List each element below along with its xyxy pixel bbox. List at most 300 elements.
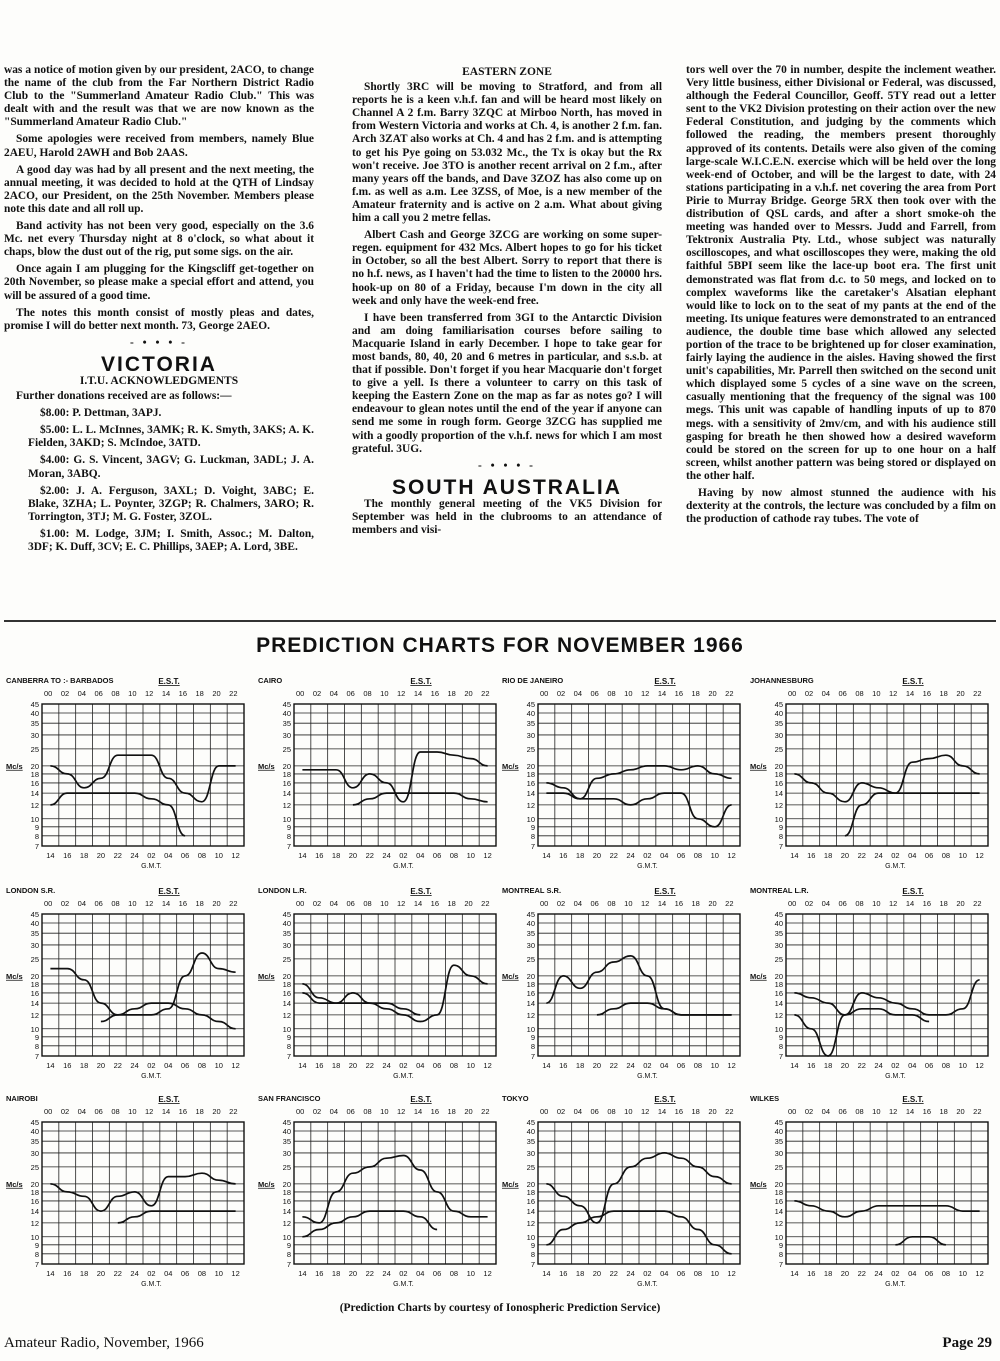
paragraph: Band activity has not been very good, especially on the 3.6 Mc. net every Thursday night at 8 o'clock, so what about it chaps, blow the dust out of the rig, put some sigs. on the air. xyxy=(4,220,314,259)
est-tick-label: 10 xyxy=(380,689,389,698)
chart-svg xyxy=(256,674,500,882)
y-tick-label: 20 xyxy=(30,1179,39,1189)
chart-svg xyxy=(500,674,744,882)
y-tick-label: 30 xyxy=(282,730,291,740)
luf-curve xyxy=(101,1003,236,1029)
gmt-tick-label: 22 xyxy=(609,851,618,860)
est-tick-label: 08 xyxy=(607,899,616,908)
gmt-tick-label: 04 xyxy=(660,851,669,860)
est-label: E.S.T. xyxy=(902,887,924,896)
est-tick-label: 18 xyxy=(447,689,456,698)
est-tick-label: 18 xyxy=(195,899,204,908)
chart-title: TOKYO xyxy=(502,1094,529,1103)
est-tick-label: 02 xyxy=(312,689,322,698)
prediction-chart xyxy=(256,884,500,1092)
gmt-tick-label: 20 xyxy=(348,851,358,860)
y-tick-label: 12 xyxy=(774,1010,783,1020)
charts-title: PREDICTION CHARTS FOR NOVEMBER 1966 xyxy=(256,634,744,657)
gmt-tick-label: 14 xyxy=(298,851,307,860)
gmt-tick-label: 10 xyxy=(214,851,223,860)
est-tick-label: 06 xyxy=(838,899,847,908)
gmt-tick-label: 06 xyxy=(432,1061,442,1070)
est-label: E.S.T. xyxy=(410,677,432,686)
y-tick-label: 20 xyxy=(774,971,783,981)
y-tick-label: 12 xyxy=(526,1010,535,1020)
y-tick-label: 45 xyxy=(774,1118,783,1127)
est-tick-label: 00 xyxy=(44,1107,53,1116)
y-tick-label: 40 xyxy=(282,1126,291,1136)
y-tick-label: 40 xyxy=(774,918,783,928)
gmt-tick-label: 04 xyxy=(416,1269,425,1278)
y-tick-label: 30 xyxy=(282,1148,291,1158)
gmt-tick-label: 10 xyxy=(466,1061,475,1070)
y-tick-label: 16 xyxy=(282,1196,291,1206)
est-label: E.S.T. xyxy=(158,1095,180,1104)
gmt-tick-label: 06 xyxy=(180,1061,190,1070)
est-tick-label: 18 xyxy=(195,689,204,698)
gmt-tick-label: 18 xyxy=(79,1269,89,1278)
est-tick-label: 20 xyxy=(708,689,717,698)
paragraph: Once again I am plugging for the Kingscliff get-together on 20th November, so please make a special effort and attend, you will be assured of a good time. xyxy=(4,263,314,302)
est-tick-label: 00 xyxy=(296,1107,305,1116)
y-unit-label: Mc/s xyxy=(6,971,23,981)
luf-curve xyxy=(597,1003,732,1015)
y-tick-label: 30 xyxy=(282,940,291,950)
est-tick-label: 16 xyxy=(178,1107,188,1116)
y-tick-label: 10 xyxy=(30,1024,39,1034)
y-tick-label: 40 xyxy=(526,1126,535,1136)
y-tick-label: 9 xyxy=(778,822,783,832)
y-tick-label: 7 xyxy=(778,1052,783,1061)
gmt-tick-label: 24 xyxy=(626,1269,635,1278)
est-tick-label: 10 xyxy=(624,899,633,908)
y-tick-label: 9 xyxy=(778,1032,783,1042)
chart-svg xyxy=(256,1092,500,1300)
gmt-tick-label: 08 xyxy=(449,1269,459,1278)
luf-curve xyxy=(845,793,980,836)
est-tick-label: 02 xyxy=(60,689,70,698)
est-tick-label: 12 xyxy=(889,689,898,698)
y-tick-label: 45 xyxy=(282,1118,291,1127)
gmt-tick-label: 08 xyxy=(941,851,951,860)
y-tick-label: 45 xyxy=(30,910,39,919)
est-tick-label: 22 xyxy=(973,689,982,698)
est-tick-label: 22 xyxy=(481,689,490,698)
est-tick-label: 22 xyxy=(481,1107,490,1116)
est-tick-label: 02 xyxy=(556,899,566,908)
y-unit-label: Mc/s xyxy=(750,971,767,981)
gmt-tick-label: 24 xyxy=(874,1269,883,1278)
y-tick-label: 18 xyxy=(526,769,535,779)
gmt-tick-label: 08 xyxy=(449,851,459,860)
gmt-tick-label: 04 xyxy=(908,851,917,860)
gmt-tick-label: 08 xyxy=(693,1269,703,1278)
y-tick-label: 9 xyxy=(34,822,39,832)
est-tick-label: 02 xyxy=(556,1107,566,1116)
y-tick-label: 25 xyxy=(30,744,39,754)
gmt-tick-label: 14 xyxy=(790,1269,799,1278)
gmt-tick-label: 06 xyxy=(676,851,686,860)
gmt-tick-label: 20 xyxy=(592,851,602,860)
est-tick-label: 12 xyxy=(397,1107,406,1116)
est-tick-label: 00 xyxy=(540,899,549,908)
est-tick-label: 20 xyxy=(956,899,965,908)
y-tick-label: 8 xyxy=(530,1249,535,1259)
gmt-tick-label: 06 xyxy=(432,1269,442,1278)
y-tick-label: 35 xyxy=(30,719,39,729)
gmt-label: G.M.T. xyxy=(885,1073,906,1080)
est-tick-label: 00 xyxy=(44,899,53,908)
y-tick-label: 9 xyxy=(34,1240,39,1250)
y-tick-label: 30 xyxy=(774,1148,783,1158)
est-label: E.S.T. xyxy=(410,887,432,896)
gmt-tick-label: 10 xyxy=(466,1269,475,1278)
gmt-label: G.M.T. xyxy=(885,863,906,870)
gmt-tick-label: 02 xyxy=(643,1061,652,1070)
gmt-tick-label: 20 xyxy=(348,1269,358,1278)
est-tick-label: 02 xyxy=(312,899,322,908)
est-tick-label: 16 xyxy=(922,689,932,698)
y-tick-label: 9 xyxy=(530,822,535,832)
y-tick-label: 20 xyxy=(774,761,783,771)
gmt-tick-label: 22 xyxy=(365,1061,374,1070)
y-tick-label: 35 xyxy=(526,929,535,939)
y-tick-label: 8 xyxy=(34,1249,39,1259)
gmt-tick-label: 22 xyxy=(609,1269,618,1278)
y-tick-label: 7 xyxy=(778,1260,783,1269)
gmt-tick-label: 02 xyxy=(643,851,652,860)
gmt-tick-label: 24 xyxy=(626,851,635,860)
est-tick-label: 20 xyxy=(956,689,965,698)
est-tick-label: 18 xyxy=(939,689,948,698)
est-tick-label: 08 xyxy=(607,689,616,698)
est-tick-label: 08 xyxy=(607,1107,616,1116)
gmt-tick-label: 14 xyxy=(542,1061,551,1070)
y-tick-label: 14 xyxy=(282,789,291,799)
est-tick-label: 12 xyxy=(641,689,650,698)
gmt-tick-label: 10 xyxy=(958,1061,967,1070)
gmt-tick-label: 12 xyxy=(483,851,492,860)
donation-line: $1.00: M. Lodge, 3JM; I. Smith, Assoc.; M. Dalton, 3DF; K. Duff, 3CV; E. C. Phillips, 3AEP; A. Lord, 3BE. xyxy=(28,527,314,553)
gmt-tick-label: 18 xyxy=(331,851,341,860)
y-tick-label: 16 xyxy=(774,1196,783,1206)
gmt-label: G.M.T. xyxy=(637,863,658,870)
y-unit-label: Mc/s xyxy=(6,761,23,771)
est-tick-label: 00 xyxy=(788,689,797,698)
est-tick-label: 14 xyxy=(905,689,915,698)
gmt-tick-label: 02 xyxy=(891,1269,900,1278)
gmt-tick-label: 20 xyxy=(840,1061,850,1070)
paragraph: I have been transferred from 3GI to the Antarctic Division and am doing familiarisation courses before sailing to Macquarie Island in early December. I hope to take gear for most bands, 80, 40, 20 and 6 metres in particular, and s.s.b. at that if possible. Don't forget if you hear Macquarie don't forget to give a yell. Is there a volunteer to carry on this task of keeping the Eastern Zone on the map as far as notes go? I will endeavour to glean notes until the end of the year if anyone can send me some in rough form. George 3ZCG has supplied me with a goodly proportion of the v.h.f. news for which I am most grateful. 3UG. xyxy=(352,311,662,455)
gmt-tick-label: 10 xyxy=(710,1269,719,1278)
gmt-tick-label: 02 xyxy=(399,1061,408,1070)
separator: - • • • - xyxy=(478,459,536,472)
y-unit-label: Mc/s xyxy=(6,1179,23,1189)
est-tick-label: 14 xyxy=(161,689,171,698)
y-tick-label: 9 xyxy=(286,822,291,832)
est-label: E.S.T. xyxy=(654,677,676,686)
est-tick-label: 14 xyxy=(657,899,667,908)
gmt-tick-label: 16 xyxy=(63,1269,72,1278)
y-tick-label: 16 xyxy=(526,778,535,788)
est-tick-label: 16 xyxy=(922,899,932,908)
y-tick-label: 20 xyxy=(282,761,291,771)
est-label: E.S.T. xyxy=(902,1095,924,1104)
chart-svg xyxy=(256,884,500,1092)
y-tick-label: 7 xyxy=(286,1260,291,1269)
est-tick-label: 20 xyxy=(464,1107,473,1116)
gmt-tick-label: 10 xyxy=(466,851,475,860)
y-tick-label: 16 xyxy=(30,988,39,998)
y-tick-label: 10 xyxy=(282,1024,291,1034)
y-tick-label: 8 xyxy=(286,831,291,841)
chart-svg xyxy=(500,1092,744,1300)
est-tick-label: 02 xyxy=(312,1107,322,1116)
est-tick-label: 22 xyxy=(725,689,734,698)
est-tick-label: 14 xyxy=(413,899,423,908)
gmt-tick-label: 10 xyxy=(710,851,719,860)
column-2 xyxy=(352,64,662,604)
gmt-tick-label: 16 xyxy=(315,851,324,860)
est-tick-label: 08 xyxy=(855,689,864,698)
gmt-tick-label: 08 xyxy=(693,1061,703,1070)
gmt-tick-label: 18 xyxy=(575,1269,585,1278)
gmt-tick-label: 18 xyxy=(79,851,89,860)
gmt-tick-label: 16 xyxy=(559,1269,568,1278)
y-tick-label: 25 xyxy=(526,954,535,964)
y-tick-label: 45 xyxy=(774,700,783,709)
gmt-tick-label: 08 xyxy=(941,1061,951,1070)
est-tick-label: 20 xyxy=(464,689,473,698)
gmt-tick-label: 20 xyxy=(592,1061,602,1070)
paragraph: Shortly 3RC will be moving to Stratford, and from all reports he is a keen v.h.f. fan and will be heard most likely on Channel A 2 f.m. Barry 3ZQC at Mirboo North, has moved in from Western Victoria and works at Ch. 4, is another 2 f.m. fan. Arch 3ZAT also works at Ch. 4 and has 2 f.m. and is attempting to get his Pye going on 53.032 Mc., the Tx is okay but the Rx won't receive. Joe 3TO is another recent arrival on 2 f.m., after many years off the bands, and Dave 3ZOZ has also come up on f.m. as well as a.m. Lee 3ZSS, of Moe, is a new member of the Amateur fraternity and is active on 2 a.m. What about giving him a call you 2 metre fellas. xyxy=(352,81,662,225)
chart-svg xyxy=(4,1092,248,1300)
y-tick-label: 45 xyxy=(526,1118,535,1127)
est-tick-label: 06 xyxy=(346,689,355,698)
gmt-tick-label: 06 xyxy=(676,1061,686,1070)
y-tick-label: 16 xyxy=(282,778,291,788)
paragraph: tors well over the 70 in number, despite the inclement weather. Very little business, either Divisional or Federal, was discussed, although the Federal Councillor, Geoff. 5TY read out a letter sent to the VK2 Division protesting on their action over the new Federal Constitution, and judging by the comments which followed the reading, the members present thoroughly approved of its contents. Details were also given of the coming large-scale W.I.C.E.N. exercise which will be held over the long week-end of October, and will be the largest to date, with 24 stations participating in a v.h.f. net covering the area from Port Pirie to Murray Bridge. George 5RX then took over with the distribution of QSL cards, and after a short smoke-oh the meeting was handed over to Messrs. Judd and Farrell, from Tektronix Australia Pty. Ltd., whose subject was naturally oscilloscopes, and what oscilloscopes they were, making the old faithful 5BPI seem like the lace-up boot era. The first unit demonstrated was flat from d.c. to 50 megs, and locked on to complex waveforms like the caretaker's Alsatian elephant would like to lock on to the seat of my pants at the end of the meeting. Its unique features were demonstrated to an entranced audience, the double time base which allowed any selected portion of the trace to be brightened up for closer examination, fairly laying the audience in the aisles. Having showed the first unit's capabilities, Mr. Parrell then switched on the second unit which displayed some 5 cycles of a sine wave on the screen, casually mentioning that the frequency of the signal was 100 megs. This unit was capable of handling inputs of up to 870 megs. with a sensitivity of 2mv/cm, and with his audience still gasping for breath he then showed how a desired waveform could be stored on the screen for up to one hour on a half screen, whilst another pattern was being stored or displayed on the other half. xyxy=(686,64,996,482)
gmt-tick-label: 22 xyxy=(857,1269,866,1278)
y-tick-label: 16 xyxy=(30,1196,39,1206)
y-tick-label: 14 xyxy=(526,999,535,1009)
est-tick-label: 00 xyxy=(540,1107,549,1116)
gmt-label: G.M.T. xyxy=(393,1073,414,1080)
chart-title: WILKES xyxy=(750,1094,780,1103)
y-unit-label: Mc/s xyxy=(258,761,275,771)
y-tick-label: 8 xyxy=(34,1041,39,1051)
y-tick-label: 30 xyxy=(30,730,39,740)
y-unit-label: Mc/s xyxy=(502,761,519,771)
y-tick-label: 10 xyxy=(774,1024,783,1034)
y-tick-label: 20 xyxy=(526,1179,535,1189)
gmt-tick-label: 22 xyxy=(113,1061,122,1070)
est-tick-label: 18 xyxy=(939,899,948,908)
est-tick-label: 16 xyxy=(674,689,684,698)
y-tick-label: 25 xyxy=(774,954,783,964)
y-tick-label: 35 xyxy=(282,1137,291,1147)
y-tick-label: 45 xyxy=(282,700,291,709)
gmt-tick-label: 02 xyxy=(891,1061,900,1070)
est-tick-label: 06 xyxy=(590,1107,599,1116)
y-tick-label: 45 xyxy=(30,1118,39,1127)
gmt-tick-label: 16 xyxy=(315,1269,324,1278)
gmt-tick-label: 06 xyxy=(180,1269,190,1278)
gmt-tick-label: 14 xyxy=(46,1269,55,1278)
gmt-tick-label: 12 xyxy=(727,851,736,860)
est-tick-label: 16 xyxy=(674,899,684,908)
y-tick-label: 25 xyxy=(282,954,291,964)
est-tick-label: 20 xyxy=(212,1107,221,1116)
gmt-tick-label: 22 xyxy=(365,1269,374,1278)
y-tick-label: 10 xyxy=(526,1232,535,1242)
y-tick-label: 25 xyxy=(774,1162,783,1172)
est-tick-label: 08 xyxy=(111,899,120,908)
chart-title: CANBERRA TO :- BARBADOS xyxy=(6,676,114,685)
est-tick-label: 04 xyxy=(329,899,339,908)
y-tick-label: 8 xyxy=(530,1041,535,1051)
y-tick-label: 35 xyxy=(282,719,291,729)
prediction-chart xyxy=(256,1092,500,1300)
est-tick-label: 02 xyxy=(804,899,814,908)
y-tick-label: 12 xyxy=(526,1218,535,1228)
est-tick-label: 20 xyxy=(212,689,221,698)
est-tick-label: 20 xyxy=(212,899,221,908)
victoria-heading: VICTORIA xyxy=(101,352,217,376)
est-tick-label: 12 xyxy=(397,899,406,908)
y-tick-label: 7 xyxy=(34,1052,39,1061)
gmt-tick-label: 06 xyxy=(924,851,934,860)
gmt-tick-label: 20 xyxy=(348,1061,358,1070)
est-tick-label: 18 xyxy=(939,1107,948,1116)
est-tick-label: 10 xyxy=(128,1107,137,1116)
gmt-tick-label: 08 xyxy=(693,851,703,860)
y-tick-label: 20 xyxy=(774,1179,783,1189)
y-tick-label: 16 xyxy=(526,988,535,998)
est-tick-label: 10 xyxy=(380,1107,389,1116)
gmt-tick-label: 16 xyxy=(807,1269,816,1278)
gmt-tick-label: 24 xyxy=(874,851,883,860)
gmt-tick-label: 08 xyxy=(449,1061,459,1070)
charts-caption: (Prediction Charts by courtesy of Ionospheric Prediction Service) xyxy=(339,1302,661,1314)
separator: - • • • - xyxy=(130,336,188,349)
y-tick-label: 30 xyxy=(526,1148,535,1158)
column-3 xyxy=(686,64,996,604)
gmt-tick-label: 18 xyxy=(575,1061,585,1070)
donation-line: $5.00: L. L. McInnes, 3AMK; R. K. Smyth, 3AKS; A. K. Fielden, 3AKD; S. McIndoe, 3ATD. xyxy=(28,424,314,450)
y-tick-label: 18 xyxy=(526,979,535,989)
est-tick-label: 02 xyxy=(804,1107,814,1116)
gmt-tick-label: 10 xyxy=(214,1061,223,1070)
y-tick-label: 14 xyxy=(282,1207,291,1217)
gmt-tick-label: 14 xyxy=(542,851,551,860)
gmt-tick-label: 22 xyxy=(365,851,374,860)
y-tick-label: 40 xyxy=(526,708,535,718)
est-tick-label: 12 xyxy=(145,899,154,908)
est-tick-label: 18 xyxy=(691,689,700,698)
est-tick-label: 02 xyxy=(60,1107,70,1116)
y-tick-label: 10 xyxy=(30,1232,39,1242)
gmt-label: G.M.T. xyxy=(393,1281,414,1288)
y-unit-label: Mc/s xyxy=(502,971,519,981)
y-tick-label: 45 xyxy=(774,910,783,919)
gmt-tick-label: 10 xyxy=(710,1061,719,1070)
y-tick-label: 10 xyxy=(526,1024,535,1034)
donation-line: $2.00: J. A. Ferguson, 3AXL; D. Voight, 3ABC; E. Blake, 3ZHA; L. Poynter, 3ZGP; R. Chalmers, 3ARO; R. Torrington, 3TJ; M. G. Foster, 3ZOL. xyxy=(28,484,314,523)
y-tick-label: 12 xyxy=(30,1218,39,1228)
y-tick-label: 30 xyxy=(526,940,535,950)
chart-svg xyxy=(748,1092,992,1300)
est-tick-label: 12 xyxy=(889,1107,898,1116)
y-tick-label: 35 xyxy=(30,929,39,939)
est-tick-label: 08 xyxy=(363,689,372,698)
y-tick-label: 40 xyxy=(526,918,535,928)
y-tick-label: 7 xyxy=(530,1260,535,1269)
y-tick-label: 10 xyxy=(774,814,783,824)
gmt-tick-label: 04 xyxy=(908,1269,917,1278)
gmt-tick-label: 18 xyxy=(823,851,833,860)
prediction-chart xyxy=(4,884,248,1092)
gmt-tick-label: 10 xyxy=(214,1269,223,1278)
est-label: E.S.T. xyxy=(654,887,676,896)
y-tick-label: 25 xyxy=(282,744,291,754)
y-tick-label: 35 xyxy=(526,719,535,729)
gmt-tick-label: 04 xyxy=(660,1061,669,1070)
donation-line: $8.00: P. Dettman, 3APJ. xyxy=(40,407,162,420)
chart-title: RIO DE JANEIRO xyxy=(502,676,564,685)
y-tick-label: 7 xyxy=(286,842,291,851)
eastern-zone-heading: EASTERN ZONE xyxy=(462,66,552,78)
paragraph: was a notice of motion given by our president, 2ACO, to change the name of the club from the Far Northern District Radio Club to the "Summerland Amateur Radio Club." This was dealt with and the result was that we are now known as the "Summerland Amateur Radio Club." xyxy=(4,64,314,129)
gmt-tick-label: 16 xyxy=(559,1061,568,1070)
donation-line: $4.00: G. S. Vincent, 3AGV; G. Luckman, 3ADL; J. A. Moran, 3ABQ. xyxy=(28,454,314,480)
y-tick-label: 9 xyxy=(530,1240,535,1250)
y-tick-label: 20 xyxy=(30,971,39,981)
gmt-tick-label: 02 xyxy=(643,1269,652,1278)
est-tick-label: 08 xyxy=(111,689,120,698)
paragraph: A good day was had by all present and the next meeting, the annual meeting, it was decided to hold at the QTH of Lindsay 2ACO, our President, on the 25th November. Members please note this date and all roll up. xyxy=(4,163,314,215)
gmt-tick-label: 24 xyxy=(382,1061,391,1070)
gmt-tick-label: 12 xyxy=(975,1269,984,1278)
gmt-tick-label: 14 xyxy=(46,851,55,860)
gmt-tick-label: 20 xyxy=(96,851,106,860)
gmt-tick-label: 18 xyxy=(823,1269,833,1278)
gmt-tick-label: 02 xyxy=(147,851,156,860)
y-tick-label: 18 xyxy=(282,979,291,989)
y-tick-label: 12 xyxy=(774,800,783,810)
gmt-tick-label: 06 xyxy=(676,1269,686,1278)
gmt-tick-label: 12 xyxy=(231,1061,240,1070)
est-label: E.S.T. xyxy=(902,677,924,686)
gmt-tick-label: 06 xyxy=(432,851,442,860)
y-tick-label: 14 xyxy=(774,789,783,799)
y-tick-label: 25 xyxy=(30,954,39,964)
gmt-tick-label: 06 xyxy=(180,851,190,860)
y-tick-label: 10 xyxy=(282,814,291,824)
y-tick-label: 9 xyxy=(286,1240,291,1250)
column-1 xyxy=(4,64,314,604)
est-tick-label: 00 xyxy=(44,689,53,698)
paragraph: Some apologies were received from members, namely Blue 2AEU, Harold 2AWH and Bob 2AAS. xyxy=(4,133,314,159)
est-tick-label: 06 xyxy=(346,899,355,908)
y-tick-label: 14 xyxy=(526,789,535,799)
est-tick-label: 16 xyxy=(922,1107,932,1116)
chart-title: JOHANNESBURG xyxy=(750,676,814,685)
gmt-tick-label: 20 xyxy=(840,851,850,860)
y-tick-label: 35 xyxy=(282,929,291,939)
est-tick-label: 10 xyxy=(624,1107,633,1116)
est-tick-label: 22 xyxy=(973,899,982,908)
